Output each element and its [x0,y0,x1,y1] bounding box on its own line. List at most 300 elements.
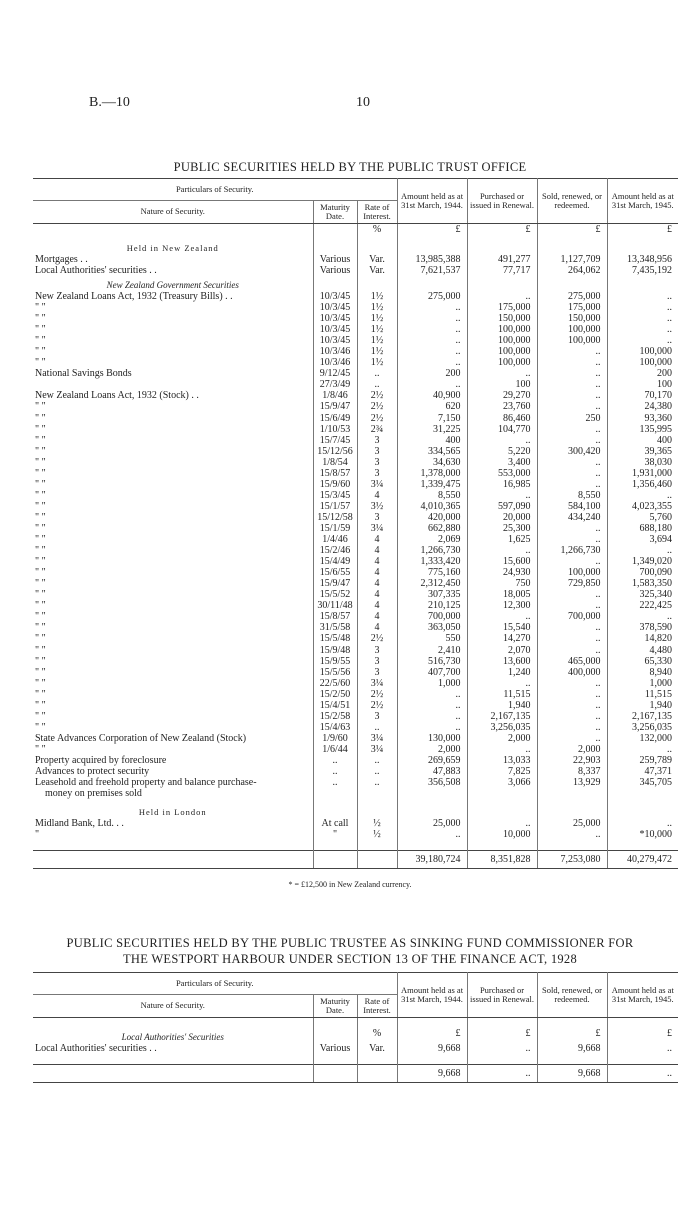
held-1944-cell: .. [397,689,467,700]
maturity-cell: 15/2/46 [313,545,357,556]
table-row [33,545,678,556]
maturity-cell: 15/9/48 [313,645,357,656]
held-1944-header: Amount held as at 31st March, 1944. [397,973,467,1018]
table-row [33,611,678,622]
purchased-cell: 104,770 [467,424,537,435]
purchased-cell: 25,300 [467,523,537,534]
purchased-cell: 29,270 [467,390,537,401]
rate-cell: 1½ [357,357,397,368]
rate-cell: .. [357,379,397,390]
nature-cell: " " [35,401,46,413]
rate-cell: 1½ [357,313,397,324]
nature-cell: " " [35,622,46,634]
table-row [33,468,678,479]
empty-cell [467,235,537,254]
held-1944-cell: .. [397,379,467,390]
empty-cell [607,276,678,291]
maturity-cell: 15/9/55 [313,656,357,667]
rate-cell: 1½ [357,346,397,357]
rate-cell: 2½ [357,390,397,401]
empty-cell [313,851,357,869]
section-subheading: Local Authorities' Securities [121,1031,224,1042]
table-row [33,346,678,357]
nature-header: Nature of Security. [33,994,313,1017]
table-row [33,390,678,401]
sold-cell: .. [537,645,607,656]
sold-cell: .. [537,357,607,368]
held-1944-cell: 7,150 [397,413,467,424]
total-held-1945: 40,279,472 [607,851,678,869]
held-1945-cell: .. [607,490,678,501]
purchased-cell: 100,000 [467,357,537,368]
sold-cell: 22,903 [537,755,607,766]
nature-cell: " " [35,302,46,314]
total-sold: 9,668 [537,1064,607,1082]
empty-cell [33,223,313,235]
held-1945-cell: 700,090 [607,567,678,578]
table-row [33,424,678,435]
maturity-cell: 15/7/45 [313,435,357,446]
page-reference: B.—10 [89,95,130,110]
maturity-cell: 1/6/44 [313,744,357,755]
total-held-1944: 9,668 [397,1064,467,1082]
rate-cell: .. [357,368,397,379]
held-1944-cell: 307,335 [397,589,467,600]
held-1944-cell: 420,000 [397,512,467,523]
held-1945-cell: 1,349,020 [607,556,678,567]
maturity-cell: 15/4/51 [313,700,357,711]
sold-cell: 8,337 [537,766,607,777]
held-1945-cell: .. [607,744,678,755]
maturity-cell: 15/1/59 [313,523,357,534]
sold-cell: .. [537,829,607,840]
held-1945-cell: 3,694 [607,534,678,545]
rate-cell: 3¼ [357,479,397,490]
empty-cell [357,799,397,818]
sinking-fund-securities-table [33,972,678,1083]
sold-cell: 465,000 [537,656,607,667]
purchased-cell: .. [467,435,537,446]
table-row [33,799,678,818]
nature-cell: " " [35,743,46,755]
rate-cell: .. [357,755,397,766]
rate-cell: 3 [357,645,397,656]
held-1945-cell: 93,360 [607,413,678,424]
held-1945-cell: 13,348,956 [607,254,678,265]
held-1945-cell: 688,180 [607,523,678,534]
sold-cell: 9,668 [537,1043,607,1054]
rate-cell: 3 [357,435,397,446]
sold-cell: .. [537,534,607,545]
sold-cell: 250 [537,413,607,424]
sold-cell: 150,000 [537,313,607,324]
nature-cell: " " [35,467,46,479]
held-1945-cell: 5,760 [607,512,678,523]
purchased-cell: 597,090 [467,501,537,512]
sold-cell: 300,420 [537,446,607,457]
held-1945-cell: 24,380 [607,401,678,412]
purchased-cell: 77,717 [467,265,537,276]
empty-cell [357,788,397,799]
empty-cell [357,235,397,254]
held-1944-cell: .. [397,324,467,335]
held-1945-cell: .. [607,818,678,829]
maturity-cell: 1/8/54 [313,457,357,468]
empty-cell [537,799,607,818]
maturity-cell: 1/4/46 [313,534,357,545]
empty-cell [313,223,357,235]
purchased-cell: 100,000 [467,346,537,357]
rate-cell: 1½ [357,291,397,302]
rate-cell: 2½ [357,689,397,700]
purchased-cell: 10,000 [467,829,537,840]
sold-header: Sold, renewed, or redeemed. [537,179,607,224]
table-row [33,788,678,799]
totals-row [33,851,678,869]
table-row [33,556,678,567]
purchased-cell: 24,930 [467,567,537,578]
purchased-cell: 86,460 [467,413,537,424]
held-1945-cell: .. [607,313,678,324]
unit-label: £ [537,1028,607,1043]
maturity-cell: 10/3/45 [313,302,357,313]
nature-cell: " " [35,423,46,435]
held-1944-cell: .. [397,313,467,324]
sold-cell: 100,000 [537,324,607,335]
purchased-cell: 175,000 [467,302,537,313]
held-1945-cell: 400 [607,435,678,446]
held-1944-cell: 275,000 [397,291,467,302]
nature-cell: National Savings Bonds [35,368,132,380]
total-purchased: 8,351,828 [467,851,537,869]
maturity-cell: 15/9/60 [313,479,357,490]
empty-cell [607,799,678,818]
sold-cell: 434,240 [537,512,607,523]
sold-cell: .. [537,424,607,435]
table2-title-line1: PUBLIC SECURITIES HELD BY THE PUBLIC TRUSTEE AS SINKING FUND COMMISSIONER FOR [66,936,634,950]
table-row [33,324,678,335]
table-row [33,401,678,412]
held-1944-cell: 7,621,537 [397,265,467,276]
held-1944-cell: 1,378,000 [397,468,467,479]
table-row [33,656,678,667]
table-row [33,829,678,840]
nature-cell: " " [35,489,46,501]
sold-cell: 700,000 [537,611,607,622]
sold-cell: .. [537,401,607,412]
held-1945-cell: .. [607,291,678,302]
sold-cell: .. [537,711,607,722]
total-held-1944: 39,180,724 [397,851,467,869]
purchased-cell: 100,000 [467,335,537,346]
sold-cell: 400,000 [537,667,607,678]
table-row [33,254,678,265]
purchased-cell: 3,256,035 [467,722,537,733]
held-1944-cell: 775,160 [397,567,467,578]
held-1944-cell: 1,266,730 [397,545,467,556]
sold-cell: 1,127,709 [537,254,607,265]
maturity-cell: Various [313,1043,357,1054]
rate-cell: 4 [357,490,397,501]
table-row [33,534,678,545]
maturity-cell: 15/4/63 [313,722,357,733]
purchased-cell: 491,277 [467,254,537,265]
sold-cell: .. [537,622,607,633]
empty-cell [397,276,467,291]
sold-cell: 25,000 [537,818,607,829]
table1-body [33,223,678,869]
rate-cell: ½ [357,818,397,829]
table-row [33,678,678,689]
table-row [33,711,678,722]
sold-cell: 8,550 [537,490,607,501]
empty-cell [537,788,607,799]
table-row [33,622,678,633]
nature-cell: " [35,829,40,841]
rate-header: Rate of Interest. [357,994,397,1017]
nature-cell: " " [35,677,46,689]
maturity-cell: 27/3/49 [313,379,357,390]
rate-cell: 3½ [357,501,397,512]
held-1944-cell: 400 [397,435,467,446]
held-1944-cell: 34,630 [397,457,467,468]
unit-label: % [357,1028,397,1043]
purchased-cell: 1,240 [467,667,537,678]
held-1944-cell: 8,550 [397,490,467,501]
rate-cell: 3 [357,512,397,523]
table-row [33,700,678,711]
table-row [33,276,678,291]
sold-cell: .. [537,733,607,744]
held-1945-cell: 345,705 [607,777,678,788]
held-1945-cell: 1,931,000 [607,468,678,479]
section-heading: Held in London [138,807,207,818]
held-1945-cell: 100,000 [607,357,678,368]
nature-cell: " " [35,556,46,568]
held-1945-cell: 100 [607,379,678,390]
nature-cell: " " [35,335,46,347]
rate-cell: .. [357,777,397,788]
nature-cell: " " [35,699,46,711]
purchased-cell: 12,300 [467,600,537,611]
nature-cell: New Zealand Loans Act, 1932 (Treasury Bills) . . [35,291,233,302]
sold-cell: .. [537,390,607,401]
purchased-cell: 7,825 [467,766,537,777]
maturity-cell: 15/8/57 [313,468,357,479]
maturity-cell: " [313,829,357,840]
held-1944-cell: 1,333,420 [397,556,467,567]
empty-cell [357,276,397,291]
nature-cell: " " [35,500,46,512]
rate-cell: 4 [357,611,397,622]
particulars-header: Particulars of Security. [33,973,397,995]
table-row [33,512,678,523]
held-1945-cell: 1,000 [607,678,678,689]
purchased-cell: 1,940 [467,700,537,711]
sold-cell: 729,850 [537,578,607,589]
maturity-cell: 10/3/45 [313,335,357,346]
nature-cell: " " [35,655,46,667]
held-1944-cell: 4,010,365 [397,501,467,512]
held-1945-cell: .. [607,611,678,622]
sold-cell: .. [537,468,607,479]
empty-cell [537,235,607,254]
table-row [33,1043,678,1054]
held-1945-cell: 7,435,192 [607,265,678,276]
table1-title: PUBLIC SECURITIES HELD BY THE PUBLIC TRUST OFFICE [173,160,527,174]
nature-cell: " " [35,522,46,534]
maturity-cell: .. [313,766,357,777]
total-purchased: .. [467,1064,537,1082]
table-row [33,490,678,501]
empty-cell [467,788,537,799]
held-1944-cell: .. [397,335,467,346]
maturity-cell: 10/3/45 [313,291,357,302]
held-1945-cell: 47,371 [607,766,678,777]
table-row [33,722,678,733]
nature-cell: " " [35,633,46,645]
nature-cell: " " [35,478,46,490]
held-1945-cell: 1,940 [607,700,678,711]
nature-cell: Leasehold and freehold property and balance purchase- [35,777,257,789]
table-row [33,777,678,788]
held-1944-cell: 363,050 [397,622,467,633]
particulars-header: Particulars of Security. [33,179,397,201]
maturity-cell: Various [313,254,357,265]
held-1945-cell: 8,940 [607,667,678,678]
maturity-header: Maturity Date. [313,200,357,223]
held-1945-cell: *10,000 [607,829,678,840]
held-1944-cell: 334,565 [397,446,467,457]
table-row [33,501,678,512]
rate-cell: 4 [357,578,397,589]
purchased-header: Purchased or issued in Renewal. [467,973,537,1018]
purchased-cell: 20,000 [467,512,537,523]
held-1945-cell: .. [607,302,678,313]
rate-cell: 1½ [357,335,397,346]
maturity-cell: At call [313,818,357,829]
nature-cell [33,379,313,390]
nature-cell: " " [35,600,46,612]
held-1944-cell: 700,000 [397,611,467,622]
unit-label: £ [397,223,467,235]
rate-cell: 1½ [357,302,397,313]
sold-cell: 13,929 [537,777,607,788]
rate-header: Rate of Interest. [357,200,397,223]
rate-cell: 4 [357,545,397,556]
currency-footnote: * = £12,500 in New Zealand currency. [288,880,412,889]
held-1944-cell: 130,000 [397,733,467,744]
purchased-cell: 16,985 [467,479,537,490]
table-row [33,633,678,644]
held-1945-cell: 132,000 [607,733,678,744]
maturity-cell: 10/3/45 [313,324,357,335]
maturity-cell: 15/9/47 [313,401,357,412]
maturity-cell: 9/12/45 [313,368,357,379]
nature-cell: " " [35,589,46,601]
nature-cell: " " [35,313,46,325]
maturity-cell: 15/6/55 [313,567,357,578]
held-1945-cell: 259,789 [607,755,678,766]
purchased-cell: 18,005 [467,589,537,600]
maturity-cell: 22/5/60 [313,678,357,689]
held-1944-cell: .. [397,700,467,711]
rate-cell: 4 [357,589,397,600]
sold-cell: .. [537,479,607,490]
maturity-cell: 15/1/57 [313,501,357,512]
empty-cell [537,276,607,291]
maturity-cell: 1/9/60 [313,733,357,744]
sold-cell: .. [537,523,607,534]
table-row [33,645,678,656]
purchased-cell: 553,000 [467,468,537,479]
purchased-cell: 11,515 [467,689,537,700]
held-1945-cell: 222,425 [607,600,678,611]
nature-cell-continued: money on premises sold [45,788,142,800]
purchased-cell: 5,220 [467,446,537,457]
sold-cell: 264,062 [537,265,607,276]
purchased-cell: 100 [467,379,537,390]
purchased-cell: .. [467,490,537,501]
rate-cell: .. [357,722,397,733]
sold-cell: 1,266,730 [537,545,607,556]
rate-cell: 4 [357,622,397,633]
maturity-cell: 15/8/57 [313,611,357,622]
empty-cell [33,851,313,869]
held-1945-cell: 1,356,460 [607,479,678,490]
held-1945-cell: 65,330 [607,656,678,667]
sold-cell: .. [537,700,607,711]
held-1944-cell: 516,730 [397,656,467,667]
nature-cell: " " [35,578,46,590]
table-row [33,667,678,678]
table-row [33,457,678,468]
public-trust-securities-table [33,178,678,869]
sold-cell: 100,000 [537,567,607,578]
nature-cell: " " [35,545,46,557]
held-1944-cell: 1,000 [397,678,467,689]
maturity-cell: 1/10/53 [313,424,357,435]
rate-cell: 1½ [357,324,397,335]
maturity-cell: 15/5/48 [313,633,357,644]
held-1944-cell: 356,508 [397,777,467,788]
nature-cell: New Zealand Loans Act, 1932 (Stock) . . [35,390,199,402]
held-1944-cell: 2,000 [397,744,467,755]
maturity-cell: 15/2/58 [313,711,357,722]
nature-cell: Local Authorities' securities . . [35,1042,157,1054]
table-row [33,235,678,254]
page-number: 10 [356,95,370,110]
unit-label: £ [537,223,607,235]
rate-cell: Var. [357,1043,397,1054]
nature-cell: " " [35,456,46,468]
maturity-cell: 15/9/47 [313,578,357,589]
nature-cell: " " [35,357,46,369]
sold-cell: .. [537,556,607,567]
maturity-cell: 15/6/49 [313,413,357,424]
nature-cell: " " [35,567,46,579]
sold-cell: 584,100 [537,501,607,512]
empty-cell [313,235,357,254]
purchased-cell: 15,540 [467,622,537,633]
maturity-cell: 10/3/45 [313,313,357,324]
nature-cell: " " [35,445,46,457]
held-1944-cell: 2,410 [397,645,467,656]
held-1945-cell: 325,340 [607,589,678,600]
rate-cell: 3 [357,457,397,468]
units-row [33,223,678,235]
held-1945-cell: 200 [607,368,678,379]
